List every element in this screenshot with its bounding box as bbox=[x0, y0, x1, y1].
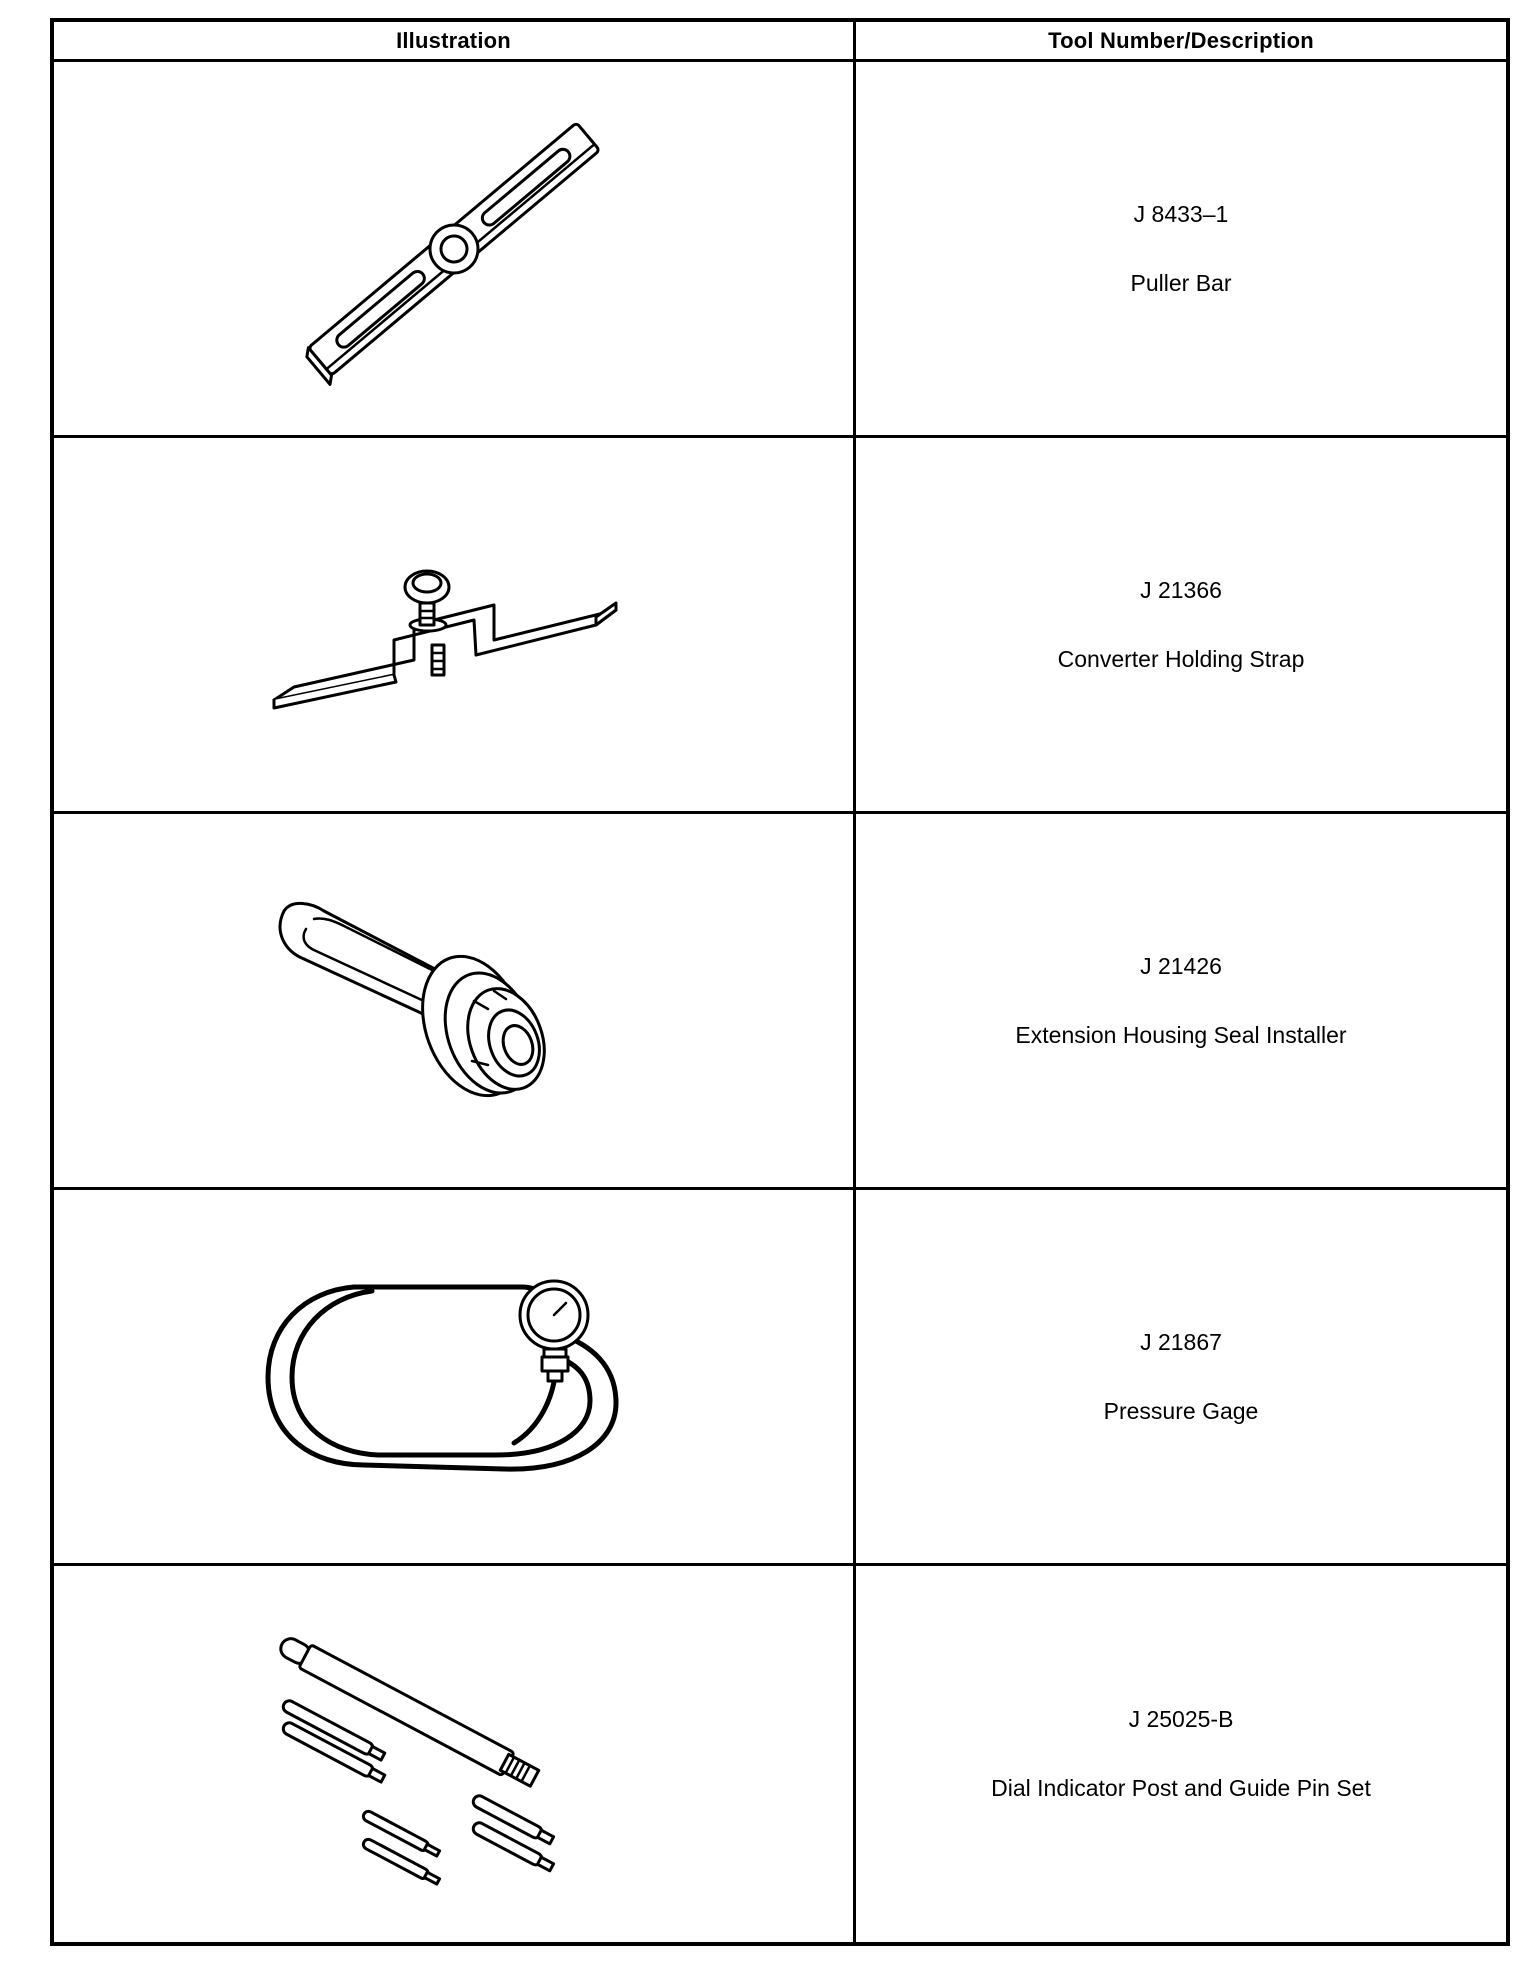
tool-description: Puller Bar bbox=[1130, 269, 1232, 296]
illustration-cell bbox=[54, 1566, 856, 1942]
header-illustration: Illustration bbox=[54, 22, 856, 62]
pressure-gage-icon bbox=[244, 1227, 664, 1527]
tool-number: J 21366 bbox=[1140, 576, 1222, 603]
tool-info-cell bbox=[856, 814, 1506, 1190]
tool-description: Pressure Gage bbox=[1103, 1397, 1259, 1424]
tool-info-cell bbox=[856, 438, 1506, 814]
header-tool-number-description: Tool Number/Description bbox=[856, 22, 1506, 62]
tool-info-cell bbox=[856, 1190, 1506, 1566]
tool-description: Converter Holding Strap bbox=[1057, 645, 1305, 672]
seal-installer-icon bbox=[244, 851, 664, 1151]
tool-info-cell bbox=[856, 62, 1506, 438]
illustration-cell bbox=[54, 814, 856, 1190]
illustration-cell bbox=[54, 62, 856, 438]
illustration-cell bbox=[54, 1190, 856, 1566]
tool-number: J 21426 bbox=[1140, 952, 1222, 979]
tool-number: J 25025-B bbox=[1128, 1706, 1234, 1732]
dial-indicator-post-icon bbox=[244, 1604, 664, 1904]
tool-info-cell bbox=[856, 1566, 1506, 1942]
tools-table bbox=[50, 18, 1510, 1946]
puller-bar-icon bbox=[244, 99, 664, 399]
tool-description: Extension Housing Seal Installer bbox=[1015, 1021, 1347, 1048]
converter-holding-strap-icon bbox=[244, 475, 664, 775]
tool-description: Dial Indicator Post and Guide Pin Set bbox=[991, 1775, 1371, 1801]
illustration-cell bbox=[54, 438, 856, 814]
tool-number: J 21867 bbox=[1140, 1328, 1222, 1355]
tool-number: J 8433–1 bbox=[1133, 200, 1229, 227]
